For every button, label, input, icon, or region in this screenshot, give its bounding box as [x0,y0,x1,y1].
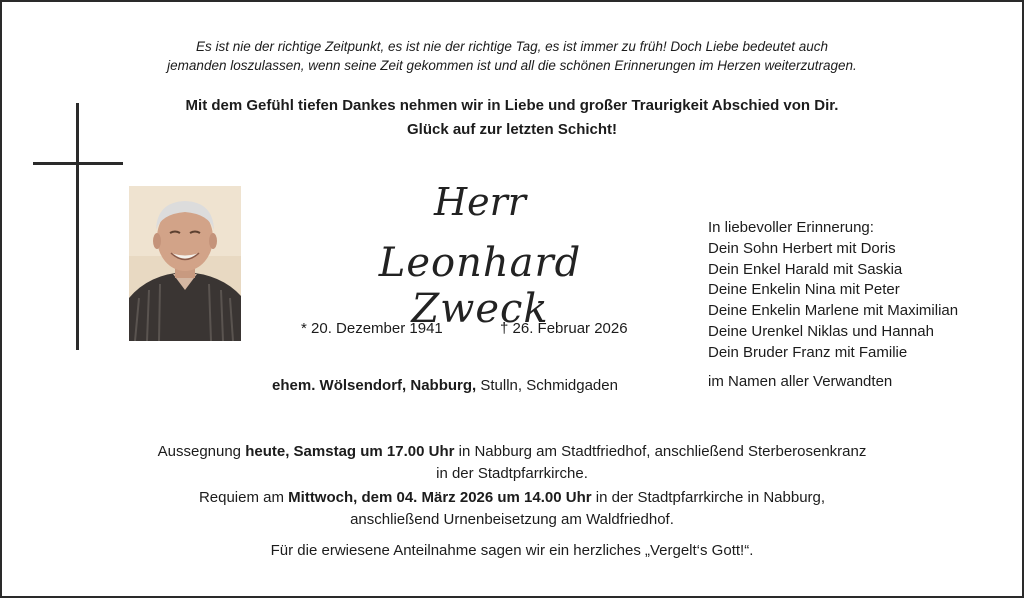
service-time: heute, Samstag um 17.00 Uhr [245,443,455,460]
deceased-portrait-photo [129,186,241,341]
death-date: † 26. Februar 2026 [500,320,628,337]
service-line-2: in der Stadtpfarrkirche. [436,465,588,482]
places [200,377,690,394]
closing-thanks: Für die erwiesene Anteilnahme sagen wir ein herzliches „Vergelt‘s Gott!“. [270,542,754,559]
deceased-name: Leonhard Zweck [378,240,582,332]
requiem-prefix: Requiem am [198,489,284,506]
memorial-quote [0,37,1024,75]
birth-date: * 20. Dezember 1941 [301,320,443,337]
family-list [708,218,958,364]
requiem-info [0,487,1024,531]
requiem-line-1 [0,487,1024,509]
quote-line-1: Es ist nie der richtige Zeitpunkt, es ist nie der richtige Tag, es ist immer zu früh! Doch Liebe bedeutet auch [195,39,829,54]
thanks-text [0,94,1024,142]
places-bold: ehem. Wölsendorf, Nabburg, [272,377,477,394]
family-member: Dein Enkel Harald mit Saskia [708,260,903,278]
service-line-1 [0,441,1024,463]
family-member: Dein Sohn Herbert mit Doris [708,239,896,257]
salutation: Herr [434,180,526,224]
thanks-line-2: Glück auf zur letzten Schicht! [406,121,618,138]
funeral-service-info [0,441,1024,485]
requiem-suffix: in der Stadtpfarrkirche in Nabburg, [595,489,826,506]
places-regular: Stulln, Schmidgaden [480,377,618,394]
service-suffix: in Nabburg am Stadtfriedhof, anschließend Sterberosenkranz [458,443,867,460]
cross-icon [76,103,79,350]
quote-line-2: jemanden loszulassen, wenn seine Zeit gekommen ist und all die schönen Erinnerungen im Herzen weiterzutragen. [167,58,857,73]
requiem-time: Mittwoch, dem 04. März 2026 um 14.00 Uhr [288,489,592,506]
family-intro: In liebevoller Erinnerung: [708,219,874,236]
family-member: Deine Enkelin Marlene mit Maximilian [708,302,959,320]
cross-icon-bar [33,162,123,165]
family-closing: im Namen aller Verwandten [708,373,893,390]
service-prefix: Aussegnung [157,443,242,460]
family-member: Dein Bruder Franz mit Familie [708,343,908,361]
family-member: Deine Urenkel Niklas und Hannah [708,322,934,340]
family-member: Deine Enkelin Nina mit Peter [708,281,900,299]
requiem-line-2: anschließend Urnenbeisetzung am Waldfriedhof. [350,511,674,528]
thanks-line-1: Mit dem Gefühl tiefen Dankes nehmen wir in Liebe und großer Traurigkeit Abschied von Dir. [185,97,839,114]
